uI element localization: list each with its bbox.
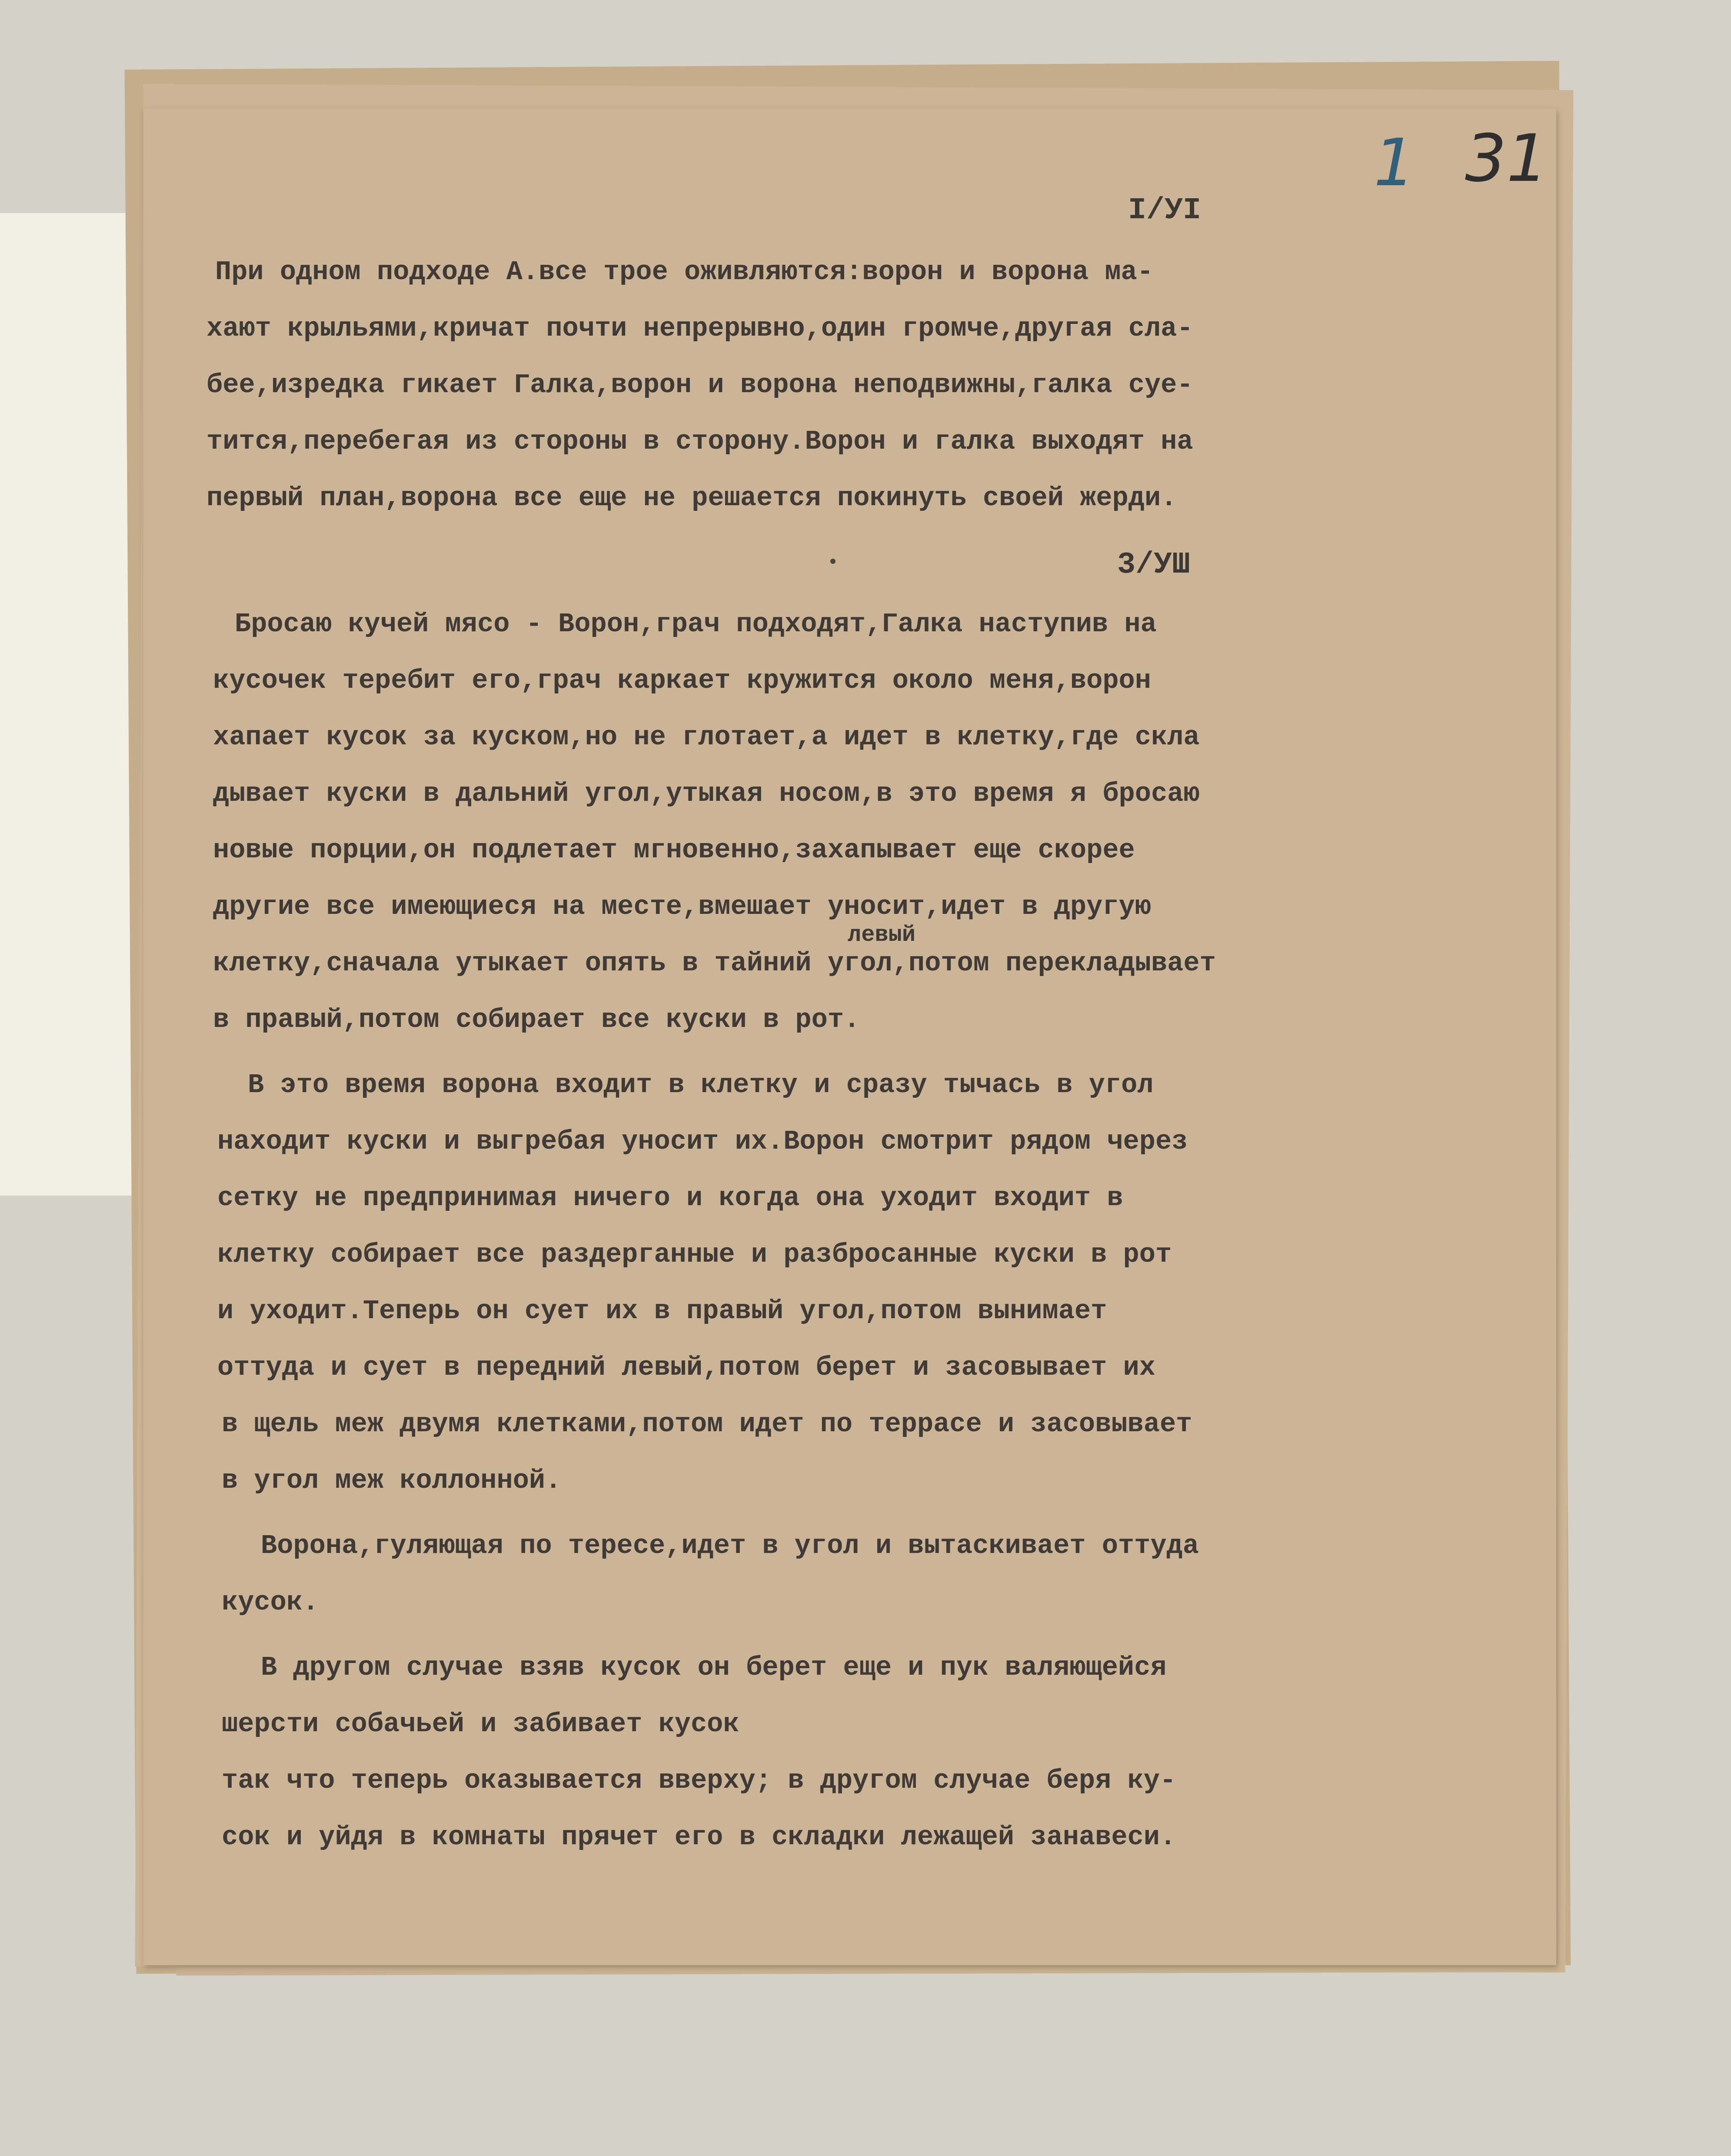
text-line: в щель меж двумя клетками,потом идет по террасе и засовывает xyxy=(222,1409,1192,1440)
text-line: сетку не предпринимая ничего и когда она уходит входит в xyxy=(217,1183,1123,1213)
text-line: Ворона,гуляющая по тересе,идет в угол и вытаскивает оттуда xyxy=(261,1530,1199,1561)
text-line: первый план,ворона все еще не решается покинуть своей жерди. xyxy=(206,483,1177,513)
text-line: кусочек теребит его,грач каркает кружится около меня,ворон xyxy=(213,665,1151,696)
text-line: кусок. xyxy=(222,1587,319,1618)
text-line: в правый,потом собирает все куски в рот. xyxy=(213,1004,860,1035)
text-line: и уходит.Теперь он сует их в правый угол,потом вынимает xyxy=(217,1296,1107,1326)
text-line: дывает куски в дальний угол,утыкая носом,в это время я бросаю xyxy=(213,778,1200,809)
ink-dot xyxy=(830,559,836,564)
archive-folio-black: 31 xyxy=(1465,121,1548,197)
text-line: При одном подходе А.все трое оживляются:ворон и ворона ма- xyxy=(215,257,1153,287)
text-line: клетку,сначала утыкает опять в тайний угол,потом перекладывает xyxy=(213,948,1216,979)
interlinear-correction: левый xyxy=(848,922,916,948)
text-line: находит куски и выгребая уносит их.Ворон смотрит рядом через xyxy=(217,1126,1188,1157)
text-line: бее,изредка гикает Галка,ворон и ворона неподвижны,галка суе- xyxy=(206,370,1193,400)
date-heading: 3/УШ xyxy=(1117,548,1191,582)
text-line: хапает кусок за куском,но не глотает,а идет в клетку,где скла xyxy=(213,722,1200,753)
text-line: так что теперь оказывается вверху; в другом случае беря ку- xyxy=(222,1765,1176,1796)
archive-folio-blue: 1 xyxy=(1374,125,1415,201)
date-heading: I/УI xyxy=(1128,193,1202,228)
text-line: оттуда и сует в передний левый,потом берет и засовывает их xyxy=(217,1352,1155,1383)
text-line: тится,перебегая из стороны в сторону.Ворон и галка выходят на xyxy=(206,426,1193,457)
typewritten-page xyxy=(143,109,1556,1965)
text-line: другие все имеющиеся на месте,вмешает уносит,идет в другую xyxy=(213,891,1151,922)
text-line: хают крыльями,кричат почти непрерывно,один громче,другая сла- xyxy=(206,313,1193,344)
text-line: Бросаю кучей мясо - Ворон,грач подходят,Галка наступив на xyxy=(235,609,1157,640)
text-line: сок и уйдя в комнаты прячет его в складки лежащей занавеси. xyxy=(222,1822,1176,1853)
text-line: в угол меж коллонной. xyxy=(222,1465,562,1496)
text-line: В другом случае взяв кусок он берет еще и пук валяющейся xyxy=(261,1652,1167,1683)
text-line: В это время ворона входит в клетку и сразу тычась в угол xyxy=(248,1070,1154,1100)
text-line: клетку собирает все раздерганные и разбросанные куски в рот xyxy=(217,1239,1172,1270)
text-line: новые порции,он подлетает мгновенно,захапывает еще скорее xyxy=(213,835,1135,866)
text-line: шерсти собачьей и забивает кусок xyxy=(222,1709,739,1739)
